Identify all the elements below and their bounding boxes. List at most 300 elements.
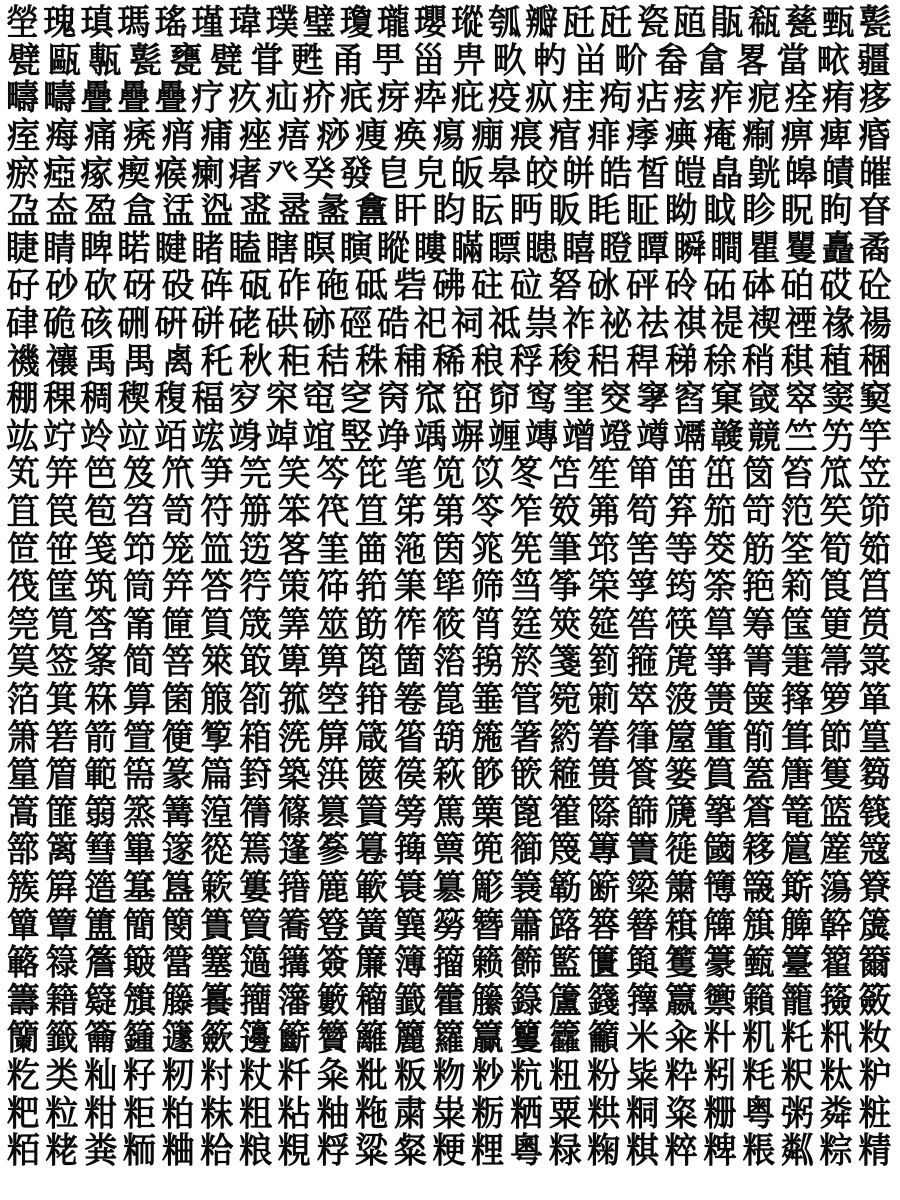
character-glyph: 畄 bbox=[574, 39, 608, 82]
character-glyph: 簖 bbox=[587, 866, 621, 909]
character-glyph: 箜 bbox=[316, 678, 350, 721]
character-glyph: 瓸 bbox=[673, 2, 707, 44]
character-glyph: 箵 bbox=[393, 716, 427, 758]
character-glyph: 粃 bbox=[355, 1054, 389, 1097]
character-glyph: 筽 bbox=[6, 641, 40, 683]
character-glyph: 筢 bbox=[742, 566, 776, 608]
character-glyph: 竲 bbox=[562, 415, 596, 457]
character-glyph: 米 bbox=[626, 1017, 660, 1059]
character-glyph: 箇 bbox=[393, 641, 427, 683]
character-glyph: 砹 bbox=[819, 265, 853, 307]
character-glyph: 笣 bbox=[84, 490, 118, 533]
character-glyph: 籎 bbox=[84, 979, 118, 1021]
character-glyph: 箘 bbox=[161, 678, 195, 721]
character-glyph: 篩 bbox=[626, 791, 660, 833]
character-glyph: 竺 bbox=[784, 415, 818, 457]
character-glyph: 篎 bbox=[471, 754, 505, 796]
character-glyph: 盈 bbox=[84, 190, 118, 232]
character-glyph: 瞌 bbox=[228, 227, 262, 270]
character-glyph: 箂 bbox=[200, 641, 234, 683]
character-glyph: 硔 bbox=[265, 302, 299, 345]
character-glyph: 箎 bbox=[664, 641, 698, 683]
character-glyph: 皙 bbox=[636, 152, 670, 194]
character-glyph: 篆 bbox=[161, 754, 195, 796]
character-glyph: 痹 bbox=[780, 114, 814, 157]
character-glyph: 瓣 bbox=[525, 2, 559, 44]
character-glyph: 简 bbox=[122, 641, 156, 683]
character-glyph: 禺 bbox=[122, 340, 156, 382]
character-glyph: 竷 bbox=[710, 415, 744, 457]
character-glyph: 笋 bbox=[200, 453, 234, 495]
character-glyph: 祗 bbox=[488, 302, 522, 345]
character-glyph: 籗 bbox=[432, 979, 466, 1021]
character-glyph: 皓 bbox=[599, 152, 633, 194]
character-glyph: 簏 bbox=[316, 866, 350, 909]
character-glyph: 痵 bbox=[626, 114, 660, 157]
character-glyph: 竱 bbox=[525, 415, 559, 457]
character-glyph: 稄 bbox=[548, 340, 582, 382]
character-glyph: 痄 bbox=[710, 77, 744, 119]
character-glyph: 瓊 bbox=[339, 2, 373, 44]
character-glyph: 砱 bbox=[664, 265, 698, 307]
character-glyph: 砶 bbox=[780, 265, 814, 307]
character-glyph: 箭 bbox=[84, 716, 118, 758]
character-glyph: 粬 bbox=[161, 1129, 195, 1172]
character-glyph: 簁 bbox=[664, 829, 698, 871]
character-glyph: 稝 bbox=[6, 378, 40, 420]
character-glyph: 筎 bbox=[858, 528, 892, 570]
character-glyph: 粗 bbox=[239, 1092, 273, 1134]
character-glyph: 粜 bbox=[432, 1092, 466, 1134]
character-glyph: 筱 bbox=[432, 603, 466, 645]
character-glyph: 硎 bbox=[117, 302, 151, 345]
character-glyph: 粇 bbox=[509, 1054, 543, 1097]
character-glyph: 箈 bbox=[432, 641, 466, 683]
character-glyph: 笗 bbox=[509, 453, 543, 495]
character-glyph: 筘 bbox=[355, 566, 389, 608]
character-glyph: 瞬 bbox=[673, 227, 707, 270]
character-glyph: 籁 bbox=[471, 941, 505, 984]
character-glyph: 皏 bbox=[562, 152, 596, 194]
character-glyph: 籠 bbox=[780, 979, 814, 1021]
character-glyph: 疰 bbox=[562, 77, 596, 119]
character-glyph: 簗 bbox=[626, 866, 660, 909]
character-glyph: 砫 bbox=[471, 265, 505, 307]
character-glyph: 筻 bbox=[819, 603, 853, 645]
character-glyph: 簑 bbox=[393, 866, 427, 909]
character-glyph: 瑪 bbox=[117, 2, 151, 44]
character-glyph: 簨 bbox=[393, 904, 427, 946]
character-glyph: 篑 bbox=[587, 754, 621, 796]
character-glyph: 箆 bbox=[355, 641, 389, 683]
character-glyph: 箖 bbox=[84, 678, 118, 721]
character-glyph: 窋 bbox=[450, 378, 484, 420]
character-glyph: 痭 bbox=[471, 114, 505, 157]
character-glyph: 粏 bbox=[819, 1054, 853, 1097]
character-glyph: 禳 bbox=[45, 340, 79, 382]
character-glyph: 痗 bbox=[45, 114, 79, 157]
character-glyph: 痀 bbox=[599, 77, 633, 119]
character-glyph: 簕 bbox=[548, 866, 582, 909]
character-glyph: 皎 bbox=[525, 152, 559, 194]
character-glyph: 粫 bbox=[122, 1129, 156, 1172]
character-glyph: 籪 bbox=[277, 1017, 311, 1059]
character-glyph: 篨 bbox=[587, 791, 621, 833]
character-glyph: 疫 bbox=[488, 77, 522, 119]
character-glyph: 筅 bbox=[509, 528, 543, 570]
character-glyph: 瓩 bbox=[562, 2, 596, 44]
character-glyph: 籶 bbox=[742, 1017, 776, 1059]
character-glyph: 痏 bbox=[821, 77, 855, 119]
character-glyph: 箻 bbox=[626, 716, 660, 758]
character-glyph: 符 bbox=[200, 490, 234, 533]
character-glyph: 篬 bbox=[742, 791, 776, 833]
character-glyph: 籝 bbox=[664, 979, 698, 1021]
character-glyph: 笻 bbox=[122, 528, 156, 570]
character-glyph: 疥 bbox=[302, 77, 336, 119]
character-glyph: 痆 bbox=[747, 77, 781, 119]
character-glyph: 盷 bbox=[432, 190, 466, 232]
character-glyph: 笾 bbox=[239, 528, 273, 570]
character-glyph: 疊 bbox=[117, 77, 151, 119]
character-glyph: 粙 bbox=[316, 1092, 350, 1134]
character-glyph: 笂 bbox=[6, 453, 40, 495]
character-glyph: 砂 bbox=[45, 265, 79, 307]
character-glyph: 笤 bbox=[122, 490, 156, 533]
character-glyph: 筩 bbox=[122, 603, 156, 645]
character-row bbox=[4, 906, 894, 944]
character-glyph: 簙 bbox=[703, 866, 737, 909]
character-row bbox=[4, 114, 894, 157]
character-glyph: 笩 bbox=[316, 490, 350, 533]
character-glyph: 箫 bbox=[6, 716, 40, 758]
character-glyph: 箣 bbox=[587, 678, 621, 721]
character-glyph: 籰 bbox=[509, 1017, 543, 1059]
character-glyph: 禊 bbox=[747, 302, 781, 345]
character-glyph: 砗 bbox=[200, 265, 234, 307]
character-glyph: 簂 bbox=[703, 829, 737, 871]
character-glyph: 籌 bbox=[6, 979, 40, 1021]
character-glyph: 籫 bbox=[316, 1017, 350, 1059]
character-glyph: 瞦 bbox=[562, 227, 596, 270]
character-glyph: 竑 bbox=[6, 415, 40, 457]
character-glyph: 粁 bbox=[277, 1054, 311, 1097]
character-glyph: 簾 bbox=[355, 941, 389, 984]
character-glyph: 粈 bbox=[548, 1054, 582, 1097]
character-glyph: 簀 bbox=[626, 829, 660, 871]
character-glyph: 筵 bbox=[587, 603, 621, 645]
character-glyph: 痧 bbox=[316, 114, 350, 157]
character-glyph: 窠 bbox=[710, 378, 744, 420]
character-glyph: 窉 bbox=[376, 378, 410, 420]
character-glyph: 窢 bbox=[747, 378, 781, 420]
character-glyph: 篣 bbox=[393, 791, 427, 833]
character-glyph: 籍 bbox=[45, 979, 79, 1021]
character-glyph: 簊 bbox=[122, 866, 156, 909]
character-glyph: 箌 bbox=[587, 641, 621, 683]
character-glyph: 竸 bbox=[747, 415, 781, 457]
character-glyph: 笖 bbox=[471, 453, 505, 495]
character-glyph: 籃 bbox=[548, 941, 582, 984]
character-glyph: 簷 bbox=[84, 941, 118, 984]
character-glyph: 粥 bbox=[780, 1092, 814, 1134]
character-glyph: 硜 bbox=[339, 302, 373, 345]
character-glyph: 粅 bbox=[432, 1054, 466, 1097]
character-glyph: 粮 bbox=[239, 1129, 273, 1172]
character-glyph: 秼 bbox=[355, 340, 389, 382]
character-glyph: 笸 bbox=[6, 528, 40, 570]
character-glyph: 疧 bbox=[339, 77, 373, 119]
character-glyph: 簍 bbox=[239, 866, 273, 909]
character-glyph: 笼 bbox=[161, 528, 195, 570]
character-glyph: 秋 bbox=[239, 340, 273, 382]
character-glyph: 痶 bbox=[664, 114, 698, 157]
character-glyph: 砑 bbox=[122, 265, 156, 307]
character-glyph: 笽 bbox=[200, 528, 234, 570]
character-glyph: 簒 bbox=[432, 866, 466, 909]
character-glyph: 痛 bbox=[84, 114, 118, 157]
character-glyph: 癶 bbox=[265, 152, 299, 194]
character-glyph: 甄 bbox=[821, 2, 855, 44]
character-glyph: 砙 bbox=[239, 265, 273, 307]
character-glyph: 筙 bbox=[393, 566, 427, 608]
character-glyph: 簯 bbox=[664, 904, 698, 946]
character-glyph: 篰 bbox=[6, 829, 40, 871]
character-glyph: 瘏 bbox=[228, 152, 262, 194]
character-glyph: 矍 bbox=[784, 227, 818, 270]
character-glyph: 璞 bbox=[265, 2, 299, 44]
character-glyph: 箶 bbox=[432, 716, 466, 758]
character-glyph: 箱 bbox=[239, 716, 273, 758]
character-glyph: 箔 bbox=[6, 678, 40, 721]
character-glyph: 筣 bbox=[780, 566, 814, 608]
character-glyph: 籏 bbox=[122, 979, 156, 1021]
character-glyph: 簼 bbox=[277, 941, 311, 984]
character-row bbox=[4, 756, 894, 794]
character-glyph: 簟 bbox=[45, 904, 79, 946]
character-glyph: 籐 bbox=[161, 979, 195, 1021]
character-glyph: 稠 bbox=[80, 378, 114, 420]
character-glyph: 箥 bbox=[664, 678, 698, 721]
character-glyph: 粕 bbox=[161, 1092, 195, 1134]
character-glyph: 硓 bbox=[228, 302, 262, 345]
character-glyph: 砦 bbox=[393, 265, 427, 307]
character-glyph: 簿 bbox=[393, 941, 427, 984]
character-glyph: 箋 bbox=[548, 641, 582, 683]
character-glyph: 筺 bbox=[780, 603, 814, 645]
character-glyph: 筄 bbox=[471, 528, 505, 570]
character-glyph: 籯 bbox=[471, 1017, 505, 1059]
character-glyph: 簹 bbox=[161, 941, 195, 984]
character-glyph: 籘 bbox=[471, 979, 505, 1021]
character-glyph: 秅 bbox=[200, 340, 234, 382]
character-glyph: 窫 bbox=[858, 378, 892, 420]
character-glyph: 疚 bbox=[228, 77, 262, 119]
character-glyph: 箃 bbox=[239, 641, 273, 683]
character-glyph: 篘 bbox=[858, 754, 892, 796]
character-glyph: 簃 bbox=[742, 829, 776, 871]
character-glyph: 箑 bbox=[780, 641, 814, 683]
character-glyph: 稞 bbox=[43, 378, 77, 420]
character-glyph: 籸 bbox=[819, 1017, 853, 1059]
character-glyph: 窌 bbox=[488, 378, 522, 420]
character-glyph: 筹 bbox=[742, 603, 776, 645]
character-row bbox=[4, 302, 894, 345]
character-glyph: 箬 bbox=[45, 716, 79, 758]
character-glyph: 笘 bbox=[548, 453, 582, 495]
character-glyph: 瘈 bbox=[117, 152, 151, 194]
character-glyph: 疊 bbox=[80, 77, 114, 119]
character-glyph: 竬 bbox=[413, 415, 447, 457]
character-row bbox=[4, 643, 894, 681]
character-glyph: 節 bbox=[819, 716, 853, 758]
character-glyph: 篺 bbox=[393, 829, 427, 871]
character-glyph: 窙 bbox=[636, 378, 670, 420]
character-glyph: 穼 bbox=[265, 378, 299, 420]
character-glyph: 畃 bbox=[533, 39, 567, 82]
character-glyph: 疩 bbox=[413, 77, 447, 119]
character-glyph: 瓔 bbox=[413, 2, 447, 44]
character-glyph: 笺 bbox=[84, 528, 118, 570]
character-glyph: 篲 bbox=[84, 829, 118, 871]
character-glyph: 籇 bbox=[703, 941, 737, 984]
character-glyph: 稀 bbox=[432, 340, 466, 382]
character-glyph: 篡 bbox=[316, 791, 350, 833]
character-glyph: 笴 bbox=[742, 490, 776, 533]
character-glyph: 笜 bbox=[703, 453, 737, 495]
character-glyph: 矷 bbox=[6, 265, 40, 307]
character-glyph: 筑 bbox=[84, 566, 118, 608]
character-glyph: 粊 bbox=[626, 1054, 660, 1097]
character-glyph: 笯 bbox=[548, 490, 582, 533]
character-glyph: 砼 bbox=[858, 265, 892, 307]
character-glyph: 篠 bbox=[277, 791, 311, 833]
character-glyph: 箾 bbox=[742, 716, 776, 758]
character-glyph: 箸 bbox=[509, 716, 543, 758]
character-glyph: 窔 bbox=[599, 378, 633, 420]
character-glyph: 簧 bbox=[355, 904, 389, 946]
character-glyph: 甬 bbox=[331, 39, 365, 82]
character-glyph: 盠 bbox=[316, 190, 350, 232]
character-glyph: 簈 bbox=[45, 866, 79, 909]
character-glyph: 粌 bbox=[703, 1054, 737, 1097]
character-glyph: 笄 bbox=[45, 453, 79, 495]
character-row bbox=[4, 793, 894, 831]
character-glyph: 稫 bbox=[191, 378, 225, 420]
character-glyph: 等 bbox=[664, 528, 698, 570]
character-glyph: 畧 bbox=[735, 39, 769, 82]
character-glyph: 筿 bbox=[84, 641, 118, 683]
character-glyph: 粒 bbox=[45, 1092, 79, 1134]
character-glyph: 竨 bbox=[265, 415, 299, 457]
character-glyph: 簭 bbox=[587, 904, 621, 946]
character-glyph: 籊 bbox=[819, 941, 853, 984]
character-glyph: 簞 bbox=[6, 904, 40, 946]
character-glyph: 秸 bbox=[316, 340, 350, 382]
character-glyph: 璧 bbox=[302, 2, 336, 44]
character-glyph: 簡 bbox=[122, 904, 156, 946]
character-glyph: 畣 bbox=[695, 39, 729, 82]
character-glyph: 簱 bbox=[742, 904, 776, 946]
character-glyph: 籂 bbox=[509, 941, 543, 984]
character-glyph: 筃 bbox=[432, 528, 466, 570]
character-glyph: 篯 bbox=[858, 791, 892, 833]
character-glyph: 粺 bbox=[703, 1129, 737, 1172]
character-glyph: 發 bbox=[339, 152, 373, 194]
character-glyph: 甓 bbox=[7, 39, 41, 82]
character-glyph: 粵 bbox=[509, 1129, 543, 1172]
character-glyph: 篓 bbox=[664, 754, 698, 796]
character-glyph: 簣 bbox=[200, 904, 234, 946]
character-glyph: 箛 bbox=[277, 678, 311, 721]
character-glyph: 箴 bbox=[355, 716, 389, 758]
character-glyph: 甦 bbox=[290, 39, 324, 82]
character-row bbox=[4, 192, 894, 230]
character-glyph: 眗 bbox=[819, 190, 853, 232]
character-glyph: 籨 bbox=[200, 1017, 234, 1059]
character-glyph: 箨 bbox=[780, 678, 814, 721]
character-glyph: 瞎 bbox=[265, 227, 299, 270]
character-glyph: 痬 bbox=[432, 114, 466, 157]
character-glyph: 箁 bbox=[161, 641, 195, 683]
character-glyph: 篗 bbox=[819, 754, 853, 796]
character-glyph: 篙 bbox=[6, 791, 40, 833]
character-glyph: 禼 bbox=[161, 340, 195, 382]
character-glyph: 粲 bbox=[393, 1129, 427, 1172]
character-glyph: 簳 bbox=[819, 904, 853, 946]
character-glyph: 盒 bbox=[122, 190, 156, 232]
character-glyph: 篇 bbox=[200, 754, 234, 796]
character-glyph: 筷 bbox=[664, 603, 698, 645]
character-glyph: 稪 bbox=[154, 378, 188, 420]
character-glyph: 筀 bbox=[316, 528, 350, 570]
character-glyph: 簚 bbox=[742, 866, 776, 909]
character-glyph: 箄 bbox=[277, 641, 311, 683]
character-glyph: 笳 bbox=[703, 490, 737, 533]
character-glyph: 簐 bbox=[355, 866, 389, 909]
character-glyph: 箽 bbox=[703, 716, 737, 758]
character-glyph: 笎 bbox=[239, 453, 273, 495]
character-glyph: 痡 bbox=[200, 114, 234, 157]
character-glyph: 硉 bbox=[6, 302, 40, 345]
character-glyph: 皃 bbox=[413, 152, 447, 194]
character-glyph: 笮 bbox=[509, 490, 543, 533]
character-glyph: 籋 bbox=[858, 941, 892, 984]
character-glyph: 答 bbox=[200, 566, 234, 608]
character-glyph: 箚 bbox=[239, 678, 273, 721]
character-glyph: 籚 bbox=[548, 979, 582, 1021]
character-glyph: 筧 bbox=[45, 603, 79, 645]
character-glyph: 祠 bbox=[450, 302, 484, 345]
character-glyph: 稊 bbox=[664, 340, 698, 382]
character-glyph: 粧 bbox=[858, 1092, 892, 1134]
character-glyph: 籡 bbox=[819, 979, 853, 1021]
character-glyph: 籤 bbox=[45, 1017, 79, 1059]
character-glyph: 筨 bbox=[84, 603, 118, 645]
character-glyph: 窣 bbox=[784, 378, 818, 420]
character-glyph: 笠 bbox=[858, 453, 892, 495]
character-glyph: 硏 bbox=[154, 302, 188, 345]
character-glyph: 痟 bbox=[161, 114, 195, 157]
character-glyph: 稙 bbox=[819, 340, 853, 382]
character-glyph: 瞟 bbox=[488, 227, 522, 270]
character-glyph: 篋 bbox=[355, 754, 389, 796]
character-glyph: 瞷 bbox=[710, 227, 744, 270]
character-glyph: 箝 bbox=[355, 678, 389, 721]
character-glyph: 笚 bbox=[626, 453, 660, 495]
character-glyph: 篌 bbox=[393, 754, 427, 796]
character-glyph: 粐 bbox=[858, 1054, 892, 1097]
